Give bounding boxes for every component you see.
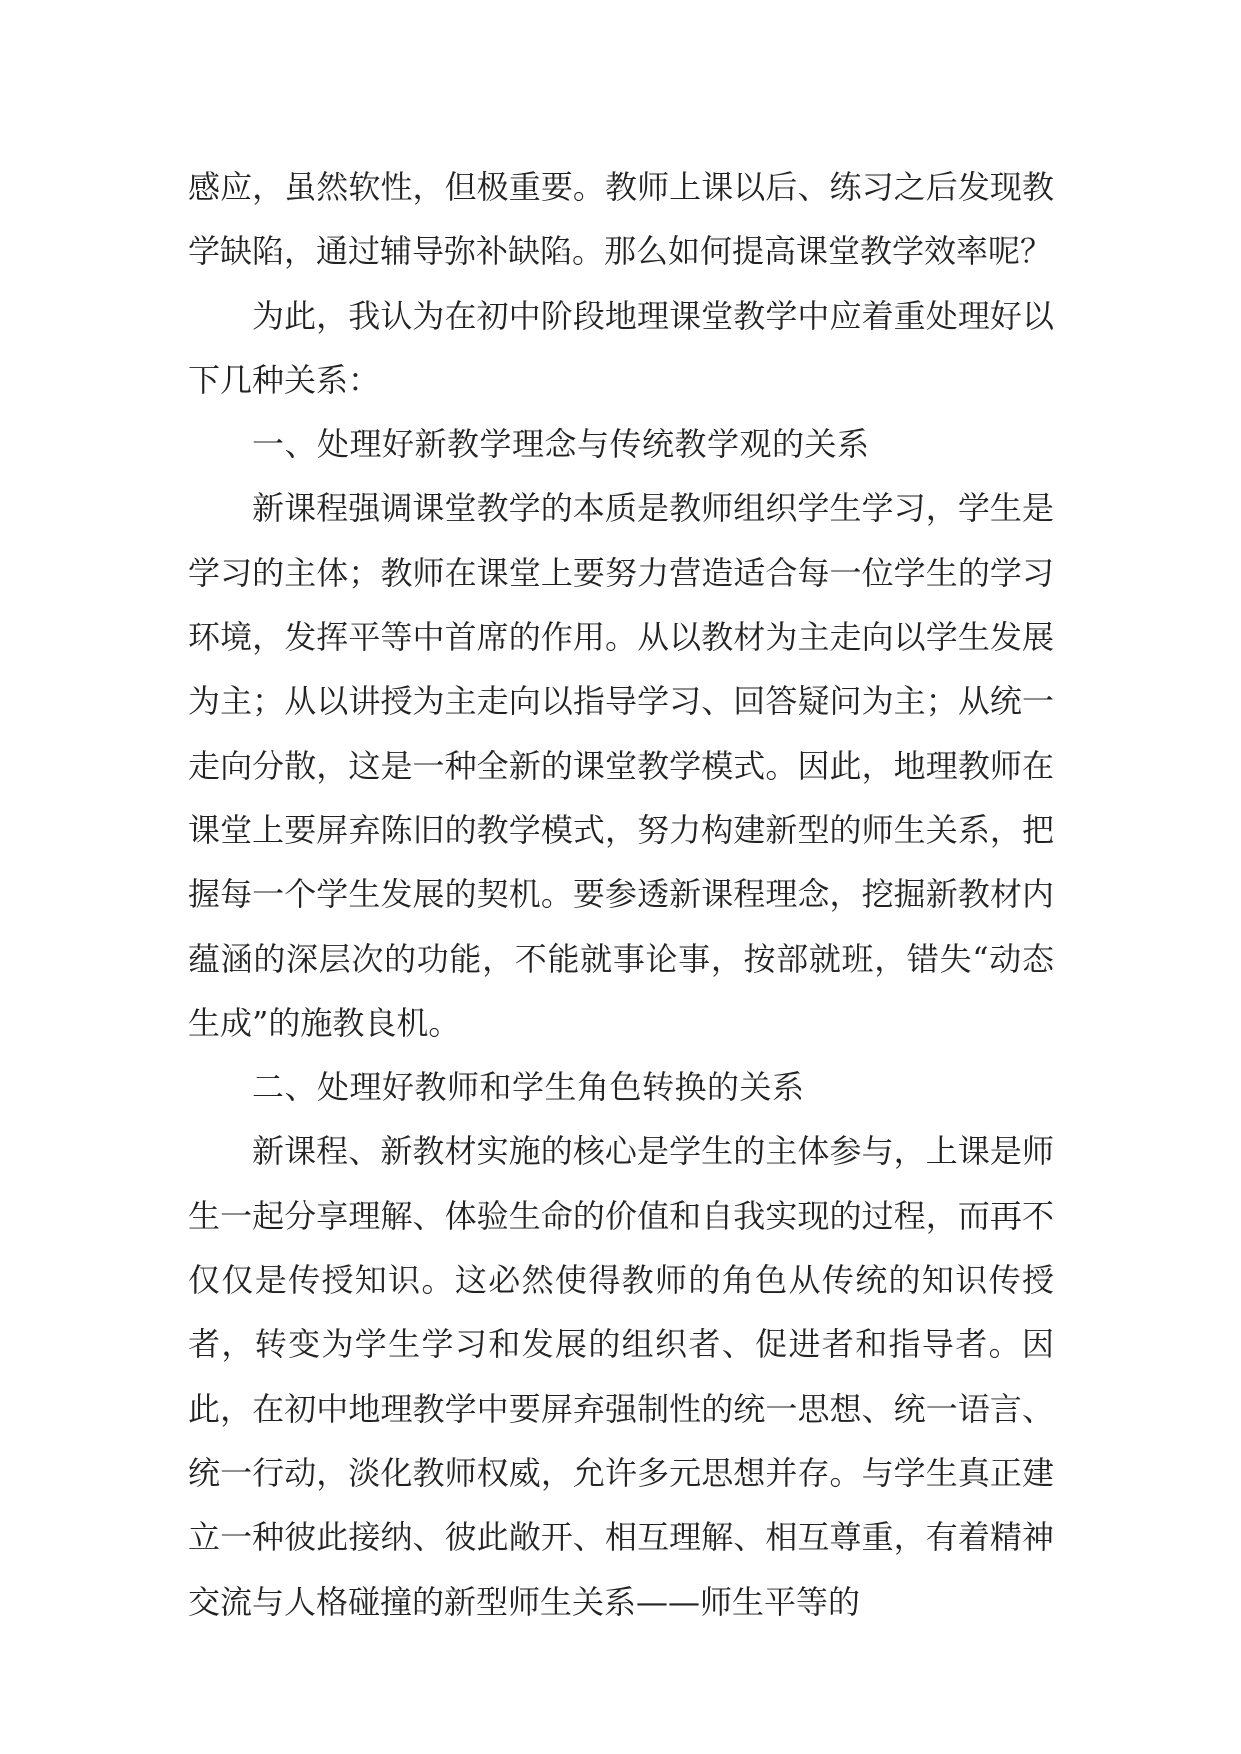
paragraph-continuation: 感应，虽然软性，但极重要。教师上课以后、练习之后发现教学缺陷，通过辅导弥补缺陷。那么如何提高课堂教学效率呢？ (188, 168, 1054, 271)
paragraph-section-2: 新课程、新教材实施的核心是学生的主体参与，上课是师生一起分享理解、体验生命的价值和自我实现的过程，而再不仅仅是传授知识。这必然使得教师的角色从传统的知识传授者，转变为学生学习和发展的组织者、促进者和指导者。因此，在初中地理教学中要屏弃强制性的统一思想、统一语言、统一行动，淡化教师权威，允许多元思想并存。与学生真正建立一种彼此接纳、彼此敞开、相互理解、相互尊重，有着精神交流与人格碰撞的新型师生关系——师生平等的 (188, 1132, 1054, 1621)
paragraph-section-1: 新课程强调课堂教学的本质是教师组织学生学习，学生是学习的主体；教师在课堂上要努力营造适合每一位学生的学习环境，发挥平等中首席的作用。从以教材为主走向以学生发展为主；从以讲授为主走向以指导学习、回答疑问为主；从统一走向分散，这是一种全新的课堂教学模式。因此，地理教师在课堂上要屏弃陈旧的教学模式，努力构建新型的师生关系，把握每一个学生发展的契机。要参透新课程理念，挖掘新教材内蕴涵的深层次的功能，不能就事论事，按部就班，错失“动态生成”的施教良机。 (188, 489, 1054, 1042)
section-heading-2: 二、处理好教师和学生角色转换的关系 (252, 1068, 805, 1107)
paragraph-intro: 为此，我认为在初中阶段地理课堂教学中应着重处理好以下几种关系： (188, 296, 1054, 399)
document-body (188, 155, 1054, 1634)
section-heading-1: 一、处理好新教学理念与传统教学观的关系 (252, 425, 870, 464)
